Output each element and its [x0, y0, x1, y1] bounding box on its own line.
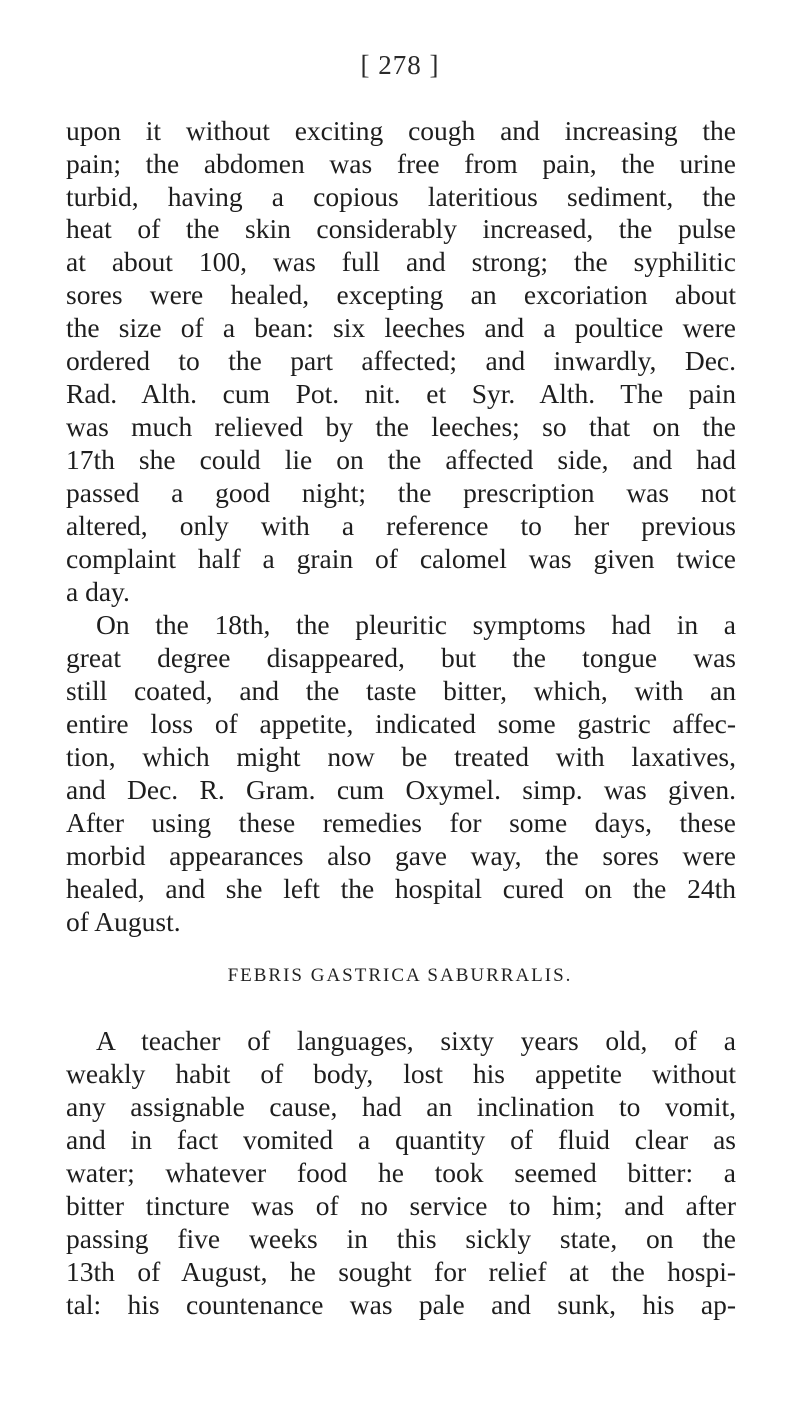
text-line: weakly habit of body, lost his appetite without	[66, 1058, 736, 1089]
text-line: After using these remedies for some days, these	[66, 807, 736, 838]
text-line: passing five weeks in this sickly state, on the	[66, 1223, 736, 1254]
text-line: tal: his countenance was pale and sunk, his ap-	[66, 1289, 736, 1320]
text-line: pain; the abdomen was free from pain, the urine	[66, 148, 736, 179]
text-line: sores were healed, excepting an excoriation about	[66, 279, 736, 310]
text-line: turbid, having a copious lateritious sediment, the	[66, 181, 736, 212]
text-line: altered, only with a reference to her previous	[66, 510, 736, 541]
text-line: still coated, and the taste bitter, which, with an	[66, 675, 736, 706]
text-line: of August.	[66, 906, 181, 937]
text-line: ordered to the part affected; and inwardly, Dec.	[66, 345, 736, 376]
text-line: water; whatever food he took seemed bitter: a	[66, 1157, 736, 1188]
page-number: [ 278 ]	[360, 50, 440, 80]
text-line: and in fact vomited a quantity of fluid clear as	[66, 1124, 736, 1155]
text-line: the size of a bean: six leeches and a poultice were	[66, 312, 736, 343]
text-line: 17th she could lie on the affected side, and had	[66, 444, 736, 475]
text-line: tion, which might now be treated with laxatives,	[66, 741, 736, 772]
text-line: Rad. Alth. cum Pot. nit. et Syr. Alth. The pain	[66, 378, 736, 409]
text-line: On the 18th, the pleuritic symptoms had in a	[96, 609, 736, 640]
text-line: complaint half a grain of calomel was given twice	[66, 543, 736, 574]
text-line: was much relieved by the leeches; so that on the	[66, 411, 736, 442]
text-line: A teacher of languages, sixty years old, of a	[96, 1025, 736, 1056]
text-line: heat of the skin considerably increased, the pulse	[66, 213, 736, 244]
text-line: bitter tincture was of no service to him; and after	[66, 1190, 736, 1221]
text-line: a day.	[66, 576, 130, 607]
text-line: great degree disappeared, but the tongue was	[66, 642, 736, 673]
text-line: at about 100, was full and strong; the syphilitic	[66, 246, 736, 277]
text-line: healed, and she left the hospital cured on the 24th	[66, 873, 736, 904]
section-heading: FEBRIS GASTRICA SABURRALIS.	[227, 965, 573, 986]
text-line: any assignable cause, had an inclination to vomit,	[66, 1091, 736, 1122]
text-line: 13th of August, he sought for relief at the hospi-	[66, 1256, 736, 1287]
text-line: entire loss of appetite, indicated some gastric affec-	[66, 708, 736, 739]
text-line: passed a good night; the prescription was not	[66, 477, 736, 508]
text-line: upon it without exciting cough and increasing the	[66, 115, 736, 146]
text-line: morbid appearances also gave way, the sores were	[66, 840, 736, 871]
text-line: and Dec. R. Gram. cum Oxymel. simp. was given.	[66, 774, 736, 805]
